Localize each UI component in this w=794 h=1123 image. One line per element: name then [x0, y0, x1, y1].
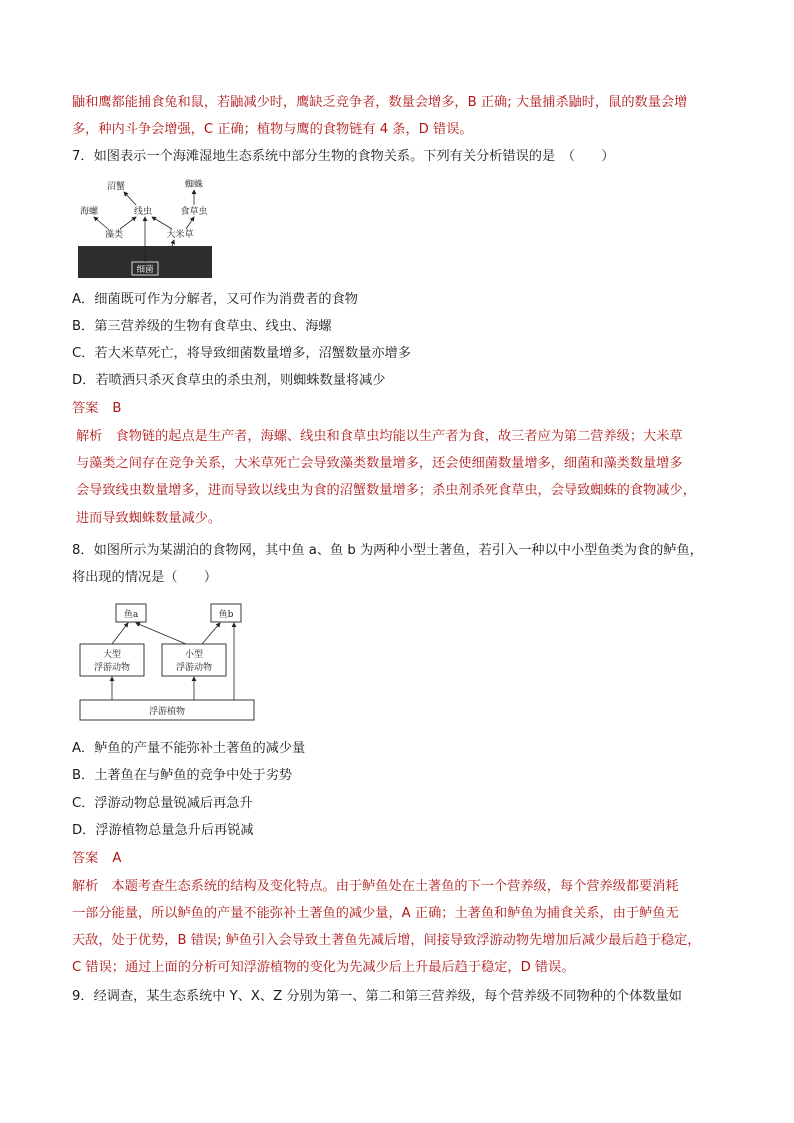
q7-analysis-line-1: 解析 食物链的起点是生产者，海螺、线虫和食草虫均能以生产者为食，故三者应为第二营养级；大米草 [76, 429, 683, 444]
top-analysis-line-1: 鼬和鹰都能捕食兔和鼠，若鼬减少时，鹰缺乏竞争者，数量会增多，B 正确; 大量捕杀鼬时，鼠的数量会增 [72, 95, 688, 110]
q8-analysis-line-2: 一部分能量，所以鲈鱼的产量不能弥补土著鱼的减少量，A 正确；土著鱼和鲈鱼为捕食关系，由于鲈鱼无 [72, 906, 679, 921]
q8-option-a: A．鲈鱼的产量不能弥补土著鱼的减少量 [72, 741, 306, 756]
q7-option-b: B．第三营养级的生物有食草虫、线虫、海螺 [72, 319, 332, 334]
arrow-xianchong-zhaoxie [124, 192, 136, 205]
label-fish-a: 鱼a [123, 610, 139, 620]
q8-analysis-line-3: 天敌，处于优势，B 错误; 鲈鱼引入会导致土著鱼先减后增，间接导致浮游动物先增加后减少最后趋于稳定， [72, 933, 701, 948]
label-small-2: 浮游动物 [175, 663, 213, 673]
q8-option-b: B．土著鱼在与鲈鱼的竞争中处于劣势 [72, 768, 293, 783]
label-large-2: 浮游动物 [93, 663, 131, 673]
arrow-small-fishb [202, 623, 220, 644]
label-small-1: 小型 [184, 650, 204, 660]
q8-analysis-line-4: C 错误；通过上面的分析可知浮游植物的变化为先减少后上升最后趋于稳定，D 错误。 [72, 960, 575, 975]
arrow-damicao-up [172, 240, 174, 246]
label-xijun: 细菌 [136, 265, 154, 275]
label-zhaoxie: 沼蟹 [106, 182, 126, 192]
question-8-stem-1: 8．如图所示为某湖泊的食物网，其中鱼 a、鱼 b 为两种小型土著鱼，若引入一种以中小型鱼类为食的鲈鱼， [72, 543, 703, 558]
q7-analysis-line-4: 进而导致蜘蛛数量减少。 [76, 511, 222, 526]
q8-analysis-line-1: 解析 本题考查生态系统的结构及变化特点。由于鲈鱼处在土著鱼的下一个营养级，每个营养级都要消耗 [72, 879, 679, 894]
q8-option-d: D．浮游植物总量急升后再锐减 [72, 823, 254, 838]
label-large-1: 大型 [102, 650, 122, 660]
arrow-zaolei-hailuo [94, 217, 108, 229]
question-9-stem: 9．经调查，某生态系统中 Y、X、Z 分别为第一、第二和第三营养级，每个营养级不同物种的个体数量如 [72, 989, 682, 1004]
top-analysis-line-2: 多，种内斗争会增强，C 正确；植物与鹰的食物链有 4 条，D 错误。 [72, 122, 473, 137]
label-shicaochong: 食草虫 [180, 207, 208, 217]
label-xianchong: 线虫 [133, 207, 153, 217]
arrow-damicao-shicaochong [186, 217, 194, 229]
question-8-stem-2: 将出现的情况是（ ） [72, 570, 218, 585]
question-7-stem: 7．如图表示一个海滩湿地生态系统中部分生物的食物关系。下列有关分析错误的是 （ ） [72, 149, 615, 164]
label-zhizhu: 蜘蛛 [184, 180, 204, 190]
food-web-diagram-q8 [78, 600, 258, 724]
arrow-damicao-xianchong [152, 217, 172, 229]
arrow-small-fisha [136, 623, 186, 644]
q8-answer-value: A [112, 851, 122, 866]
q8-answer [72, 850, 121, 868]
q7-answer-value: B [112, 401, 122, 416]
q7-analysis-line-3: 会导致线虫数量增多，进而导致以线虫为食的沼蟹数量增多；杀虫剂杀死食草虫，会导致蜘蛛的食物减少， [76, 483, 696, 498]
food-web-diagram-q7 [76, 174, 216, 280]
q8-option-c: C．浮游动物总量锐减后再急升 [72, 796, 253, 811]
arrow-large-fisha [112, 623, 128, 644]
q7-analysis-line-2: 与藻类之间存在竞争关系，大米草死亡会导致藻类数量增多，还会使细菌数量增多，细菌和藻类数量增多 [76, 456, 683, 471]
label-zaolei: 藻类 [104, 230, 124, 240]
q7-answer [72, 400, 121, 418]
label-phytoplankton: 浮游植物 [148, 707, 186, 717]
q7-option-a: A．细菌既可作为分解者，又可作为消费者的食物 [72, 292, 358, 307]
q7-option-d: D．若喷洒只杀灭食草虫的杀虫剂，则蜘蛛数量将减少 [72, 373, 386, 388]
q7-option-c: C．若大米草死亡，将导致细菌数量增多，沼蟹数量亦增多 [72, 346, 411, 361]
label-fish-b: 鱼b [218, 610, 234, 620]
label-damicao: 大米草 [166, 230, 194, 240]
q7-answer-label: 答案 [72, 401, 99, 416]
q8-answer-label: 答案 [72, 851, 99, 866]
arrow-zaolei-xianchong [120, 217, 136, 229]
label-hailuo: 海螺 [79, 207, 99, 217]
